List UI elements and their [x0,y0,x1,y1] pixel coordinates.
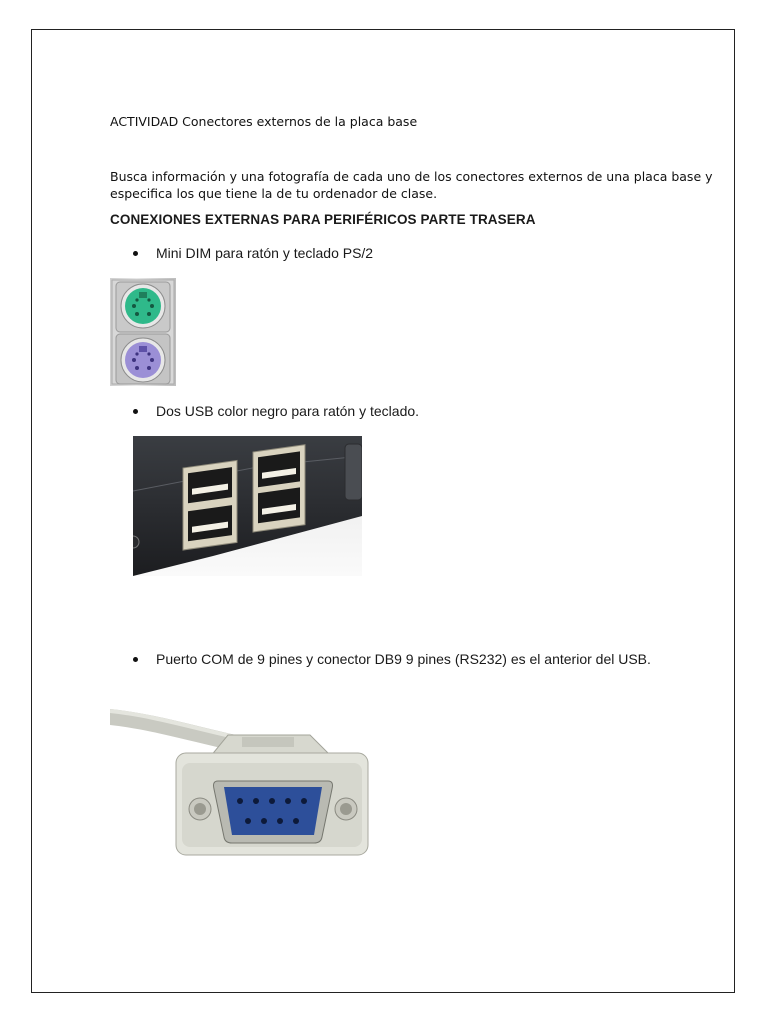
list-item-text: Puerto COM de 9 pines y conector DB9 9 pines (RS232) es el anterior del USB. [156,651,651,667]
list-item-ps2 [133,245,373,261]
usb-ports-photo [133,436,362,576]
ps2-ports-photo [110,278,176,386]
list-item-db9 [133,651,651,667]
bullet-icon [133,657,138,662]
list-item-text: Mini DIM para ratón y teclado PS/2 [156,245,374,261]
intro-line: Busca información y una fotografía de cada uno de los conectores externos de una placa base y [110,169,713,184]
bullet-icon [133,251,138,256]
list-item-usb [133,403,419,419]
document-title: ACTIVIDAD Conectores externos de la placa base [110,114,418,129]
section-heading: CONEXIONES EXTERNAS PARA PERIFÉRICOS PARTE TRASERA [110,212,536,227]
db9-connector-photo [110,695,385,875]
intro-line: especifica los que tiene la de tu ordenador de clase. [110,186,438,201]
list-item-text: Dos USB color negro para ratón y teclado. [156,403,420,419]
bullet-icon [133,409,138,414]
